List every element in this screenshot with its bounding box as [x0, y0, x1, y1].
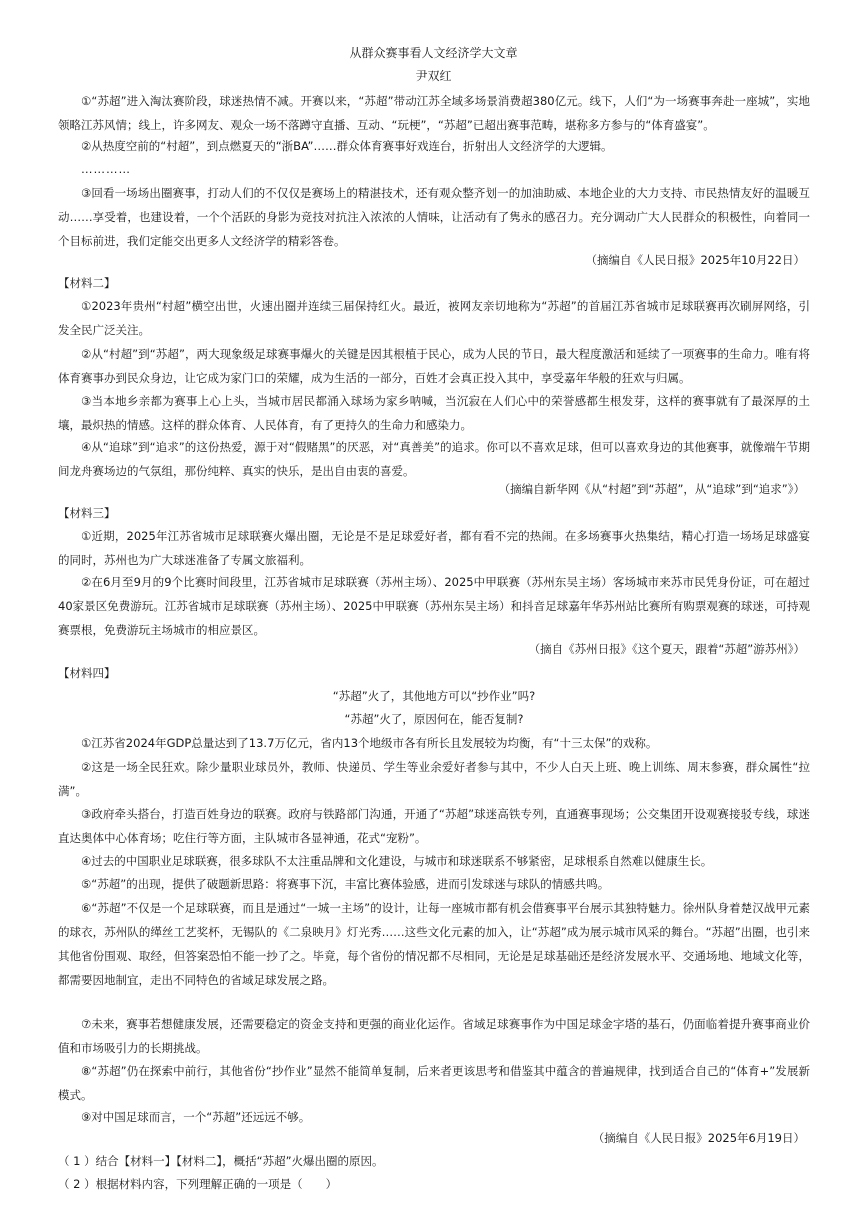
- m1-paragraph-2: ②从热度空前的“村超”，到点燃夏天的“浙BA”……群众体育赛事好戏连台，折射出人文经济学的大逻辑。: [81, 139, 613, 153]
- m2-paragraph-2: ②从“村超”到“苏超”，两大现象级足球赛事爆火的关键是因其根植于民心，成为人民的节日，最大程度激活和延续了一项赛事的生命力。唯有将体育赛事办到民众身边，让它成为家门口的荣耀，成为生活的一部分，百姓才会真正投入其中，享受嘉年华般的狂欢与归属。: [58, 347, 810, 385]
- m1-paragraph-3: ③回看一场场出圈赛事，打动人们的不仅仅是赛场上的精湛技术，还有观众整齐划一的加油助威、本地企业的大力支持、市民热情友好的温暖互动……享受着，也建设着，一个个活跃的身影为竞技对抗注入浓浓的人情味，让活动有了隽永的感召力。充分调动广大人民群众的积极性，向着同一个目标前进，我们定能交出更多人文经济学的精彩答卷。: [58, 186, 810, 248]
- m3-source: （摘自《苏州日报》《这个夏天，跟着“苏超”游苏州》）: [528, 642, 805, 656]
- question-1: （ 1 ）结合【材料一】【材料二】，概括“苏超”火爆出圈的原因。: [58, 1154, 384, 1168]
- m4-paragraph-8: ⑧“苏超”仍在探索中前行，其他省份“抄作业”显然不能简单复制，后来者更该思考和借鉴其中蕴含的普遍规律，找到适合自己的“体育+”发展新模式。: [58, 1064, 810, 1102]
- m4-source: （摘编自《人民日报》2025年6月19日）: [592, 1131, 805, 1145]
- m3-paragraph-1: ①近期，2025年江苏省城市足球联赛火爆出圈，无论是不是足球爱好者，都有看不完的热闹。在多场赛事火热集结，精心打造一场场足球盛宴的同时，苏州也为广大球迷准备了专属文旅福利。: [58, 529, 810, 567]
- m1-paragraph-1: ①“苏超”进入淘汰赛阶段，球迷热情不减。开赛以来，“苏超”带动江苏全域多场景消费超380亿元。线下，人们“为一场赛事奔赴一座城”，实地领略江苏风情；线上，许多网友、观众一场不落蹲守直播、互动、“玩梗”，“苏超”已超出赛事范畴，堪称多方参与的“体育盛宴”。: [58, 94, 810, 132]
- m4-header: 【材料四】: [58, 666, 116, 680]
- m4-subtitle-2: “苏超”火了，原因何在，能否复制?: [344, 712, 524, 726]
- m2-paragraph-4: ④从“追球”到“追求”的这份热爱，源于对“假赌黑”的厌恶，对“真善美”的追求。你可以不喜欢足球，但可以喜欢身边的其他赛事，就像端午节期间龙舟赛场边的气氛组，那份纯粹、真实的快乐，是出自由衷的喜爱。: [58, 440, 810, 478]
- m3-header: 【材料三】: [58, 506, 116, 520]
- m4-paragraph-4: ④过去的中国职业足球联赛，很多球队不太注重品牌和文化建设，与城市和球迷联系不够紧密，足球根系自然难以健康生长。: [81, 854, 713, 868]
- m4-paragraph-7: ⑦未来，赛事若想健康发展，还需要稳定的资金支持和更强的商业化运作。省域足球赛事作为中国足球金字塔的基石，仍面临着提升赛事商业价值和市场吸引力的长期挑战。: [58, 1017, 810, 1055]
- m2-paragraph-3: ③当本地乡亲都为赛事上心上头，当城市居民都涌入球场为家乡呐喊，当沉寂在人们心中的荣誉感都生根发芽，这样的赛事就有了最深厚的土壤，最炽热的情感。这样的群众体育、人民体育，有了更持久的生命力和感染力。: [58, 394, 810, 432]
- m4-subtitle-1: “苏超”火了，其他地方可以“抄作业”吗?: [332, 689, 536, 703]
- m2-paragraph-1: ①2023年贵州“村超”横空出世，火速出圈并连续三届保持红火。最近，被网友亲切地称为“苏超”的首届江苏省城市足球联赛再次刷屏网络，引发全民广泛关注。: [58, 299, 810, 337]
- m2-header: 【材料二】: [58, 276, 116, 290]
- m4-paragraph-2: ②这是一场全民狂欢。除少量职业球员外，教师、快递员、学生等业余爱好者参与其中，不少人白天上班、晚上训练、周末参赛，群众属性“拉满”。: [58, 760, 810, 798]
- ellipsis: …………: [81, 162, 131, 176]
- m4-paragraph-1: ①江苏省2024年GDP总量达到了13.7万亿元，省内13个地级市各有所长且发展较为均衡，有“十三太保”的戏称。: [81, 736, 658, 750]
- m4-paragraph-3: ③政府牵头搭台，打造百姓身边的联赛。政府与铁路部门沟通，开通了“苏超”球迷高铁专列，直通赛事现场；公交集团开设观赛接驳专线，球迷直达奥体中心体育场；吃住行等方面，主队城市各显神通，花式“宠粉”。: [58, 807, 810, 845]
- article-title: 从群众赛事看人文经济学大文章: [349, 46, 518, 60]
- article-author: 尹双红: [415, 69, 452, 83]
- m3-paragraph-2: ②在6月至9月的9个比赛时间段里，江苏省城市足球联赛（苏州主场）、2025中甲联赛（苏州东吴主场）客场城市来苏市民凭身份证，可在超过40家景区免费游玩。江苏省城市足球联赛（苏州主场）、2025中甲联赛（苏州东吴主场）和抖音足球嘉年华苏州站比赛所有购票观赛的球迷，可持观赛票根，免费游玩主场城市的相应景区。: [58, 575, 810, 637]
- m1-source: （摘编自《人民日报》2025年10月22日）: [585, 253, 805, 267]
- question-2: （ 2 ）根据材料内容，下列理解正确的一项是（ ）: [58, 1177, 338, 1191]
- m4-paragraph-9: ⑨对中国足球而言，一个“苏超”还远远不够。: [81, 1110, 311, 1124]
- m4-paragraph-6: ⑥“苏超”不仅是一个足球联赛，而且是通过“一城一主场”的设计，让每一座城市都有机会借赛事平台展示其独特魅力。徐州队身着楚汉战甲元素的球衣，苏州队的缂丝工艺奖杯，无锡队的《二泉映月》灯光秀……这些文化元素的加入，让“苏超”成为展示城市风采的舞台。“苏超”出圈，也引来其他省份围观、取经，但答案恐怕不能一抄了之。毕竟，每个省份的情况都不尽相同，无论是足球基础还是经济发展水平、交通场地、地域文化等，都需要因地制宜，走出不同特色的省域足球发展之路。: [58, 901, 810, 987]
- m2-source: （摘编自新华网《从“村超”到“苏超”，从“追球”到“追求”》）: [498, 482, 805, 496]
- m4-paragraph-5: ⑤“苏超”的出现，提供了破题新思路：将赛事下沉，丰富比赛体验感，进而引发球迷与球队的情感共鸣。: [81, 877, 610, 891]
